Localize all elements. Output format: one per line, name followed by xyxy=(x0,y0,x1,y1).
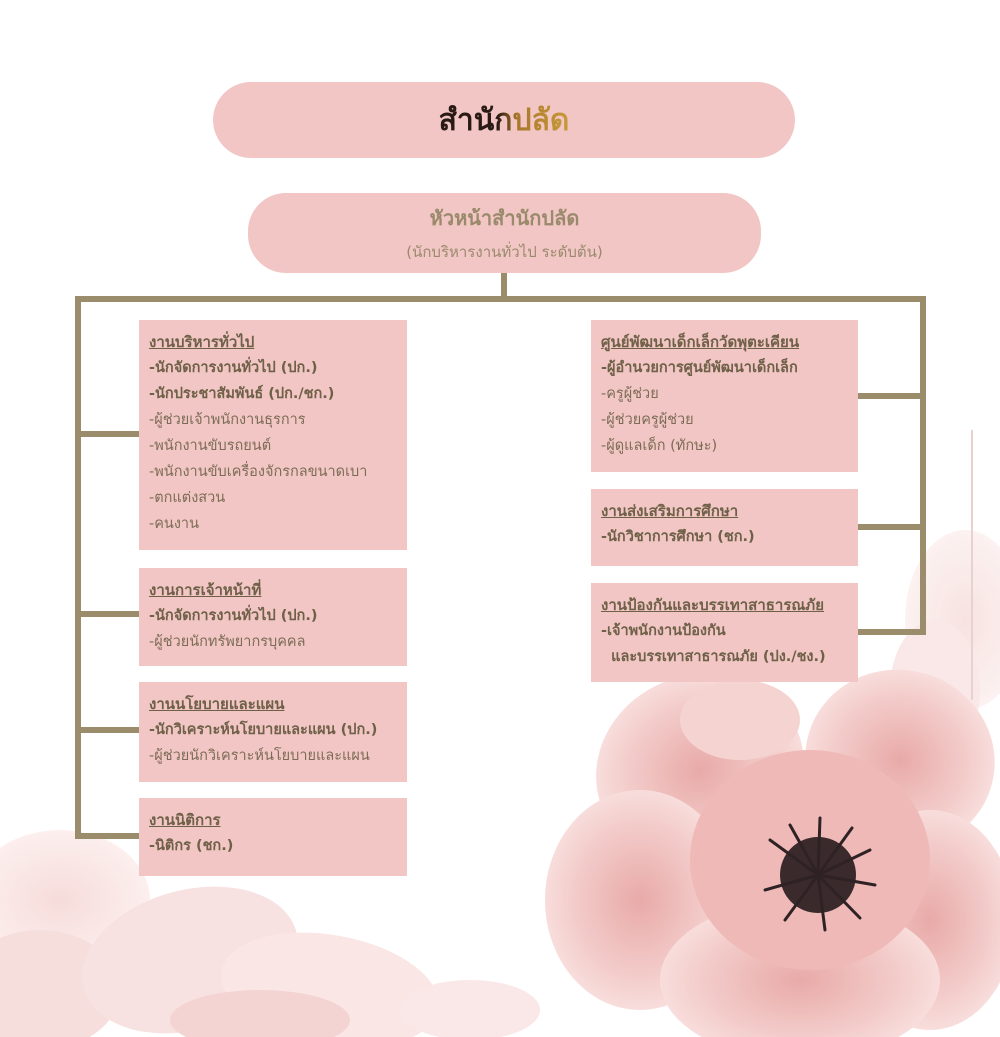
unit-title: งานนโยบายและแผน xyxy=(149,695,285,713)
position-line: -ผู้ช่วยเจ้าพนักงานธุรการ xyxy=(149,412,306,428)
position-line: -นักวิชาการศึกษา (ชก.) xyxy=(601,529,755,545)
unit-title: งานการเจ้าหน้าที่ xyxy=(149,581,262,599)
position-line: -พนักงานขับรถยนต์ xyxy=(149,438,272,454)
head-node xyxy=(248,193,761,273)
unit-box-education xyxy=(591,489,858,566)
title-banner xyxy=(213,82,795,158)
position-line: -นักจัดการงานทั่วไป (ปก.) xyxy=(149,360,318,376)
unit-box-personnel xyxy=(139,568,407,666)
unit-title: ศูนย์พัฒนาเด็กเล็กวัดพุตะเคียน xyxy=(601,333,800,351)
unit-title: งานป้องกันและบรรเทาสาธารณภัย xyxy=(601,596,824,614)
unit-title: งานบริหารทั่วไป xyxy=(149,333,255,351)
position-line: -ตกแต่งสวน xyxy=(149,490,226,506)
unit-title: งานนิติการ xyxy=(149,811,221,829)
page-title: สำนักปลัด xyxy=(439,97,570,144)
position-line: -พนักงานขับเครื่องจักรกลขนาดเบา xyxy=(149,464,368,480)
unit-box-child-center xyxy=(591,320,858,472)
position-line: -นักวิเคราะห์นโยบายและแผน (ปก.) xyxy=(149,722,378,738)
position-line: -ครูผู้ช่วย xyxy=(601,386,659,402)
position-line: -ผู้ช่วยครูผู้ช่วย xyxy=(601,412,694,428)
position-line: -ผู้อำนวยการศูนย์พัฒนาเด็กเล็ก xyxy=(601,360,798,376)
position-line: -นิติกร (ชก.) xyxy=(149,838,234,854)
unit-title: งานส่งเสริมการศึกษา xyxy=(601,502,739,520)
position-line: -นักประชาสัมพันธ์ (ปก./ชก.) xyxy=(149,386,335,402)
unit-box-policy-planning xyxy=(139,682,407,782)
head-node-title: หัวหน้าสำนักปลัด xyxy=(429,206,580,230)
unit-box-disaster-prevention xyxy=(591,583,858,682)
position-line: -ผู้ช่วยนักวิเคราะห์นโยบายและแผน xyxy=(149,748,370,764)
position-line: -เจ้าพนักงานป้องกัน xyxy=(601,623,726,639)
position-line: -ผู้ช่วยนักทรัพยากรบุคคล xyxy=(149,634,306,650)
unit-box-general-admin xyxy=(139,320,407,550)
position-line: -ผู้ดูแลเด็ก (ทักษะ) xyxy=(601,438,718,454)
unit-box-legal xyxy=(139,798,407,876)
position-line: -คนงาน xyxy=(149,516,199,532)
head-node-subtitle: (นักบริหารงานทั่วไป ระดับต้น) xyxy=(406,243,603,261)
position-line: -นักจัดการงานทั่วไป (ปก.) xyxy=(149,608,318,624)
position-line: และบรรเทาสาธารณภัย (ปง./ชง.) xyxy=(601,649,826,665)
